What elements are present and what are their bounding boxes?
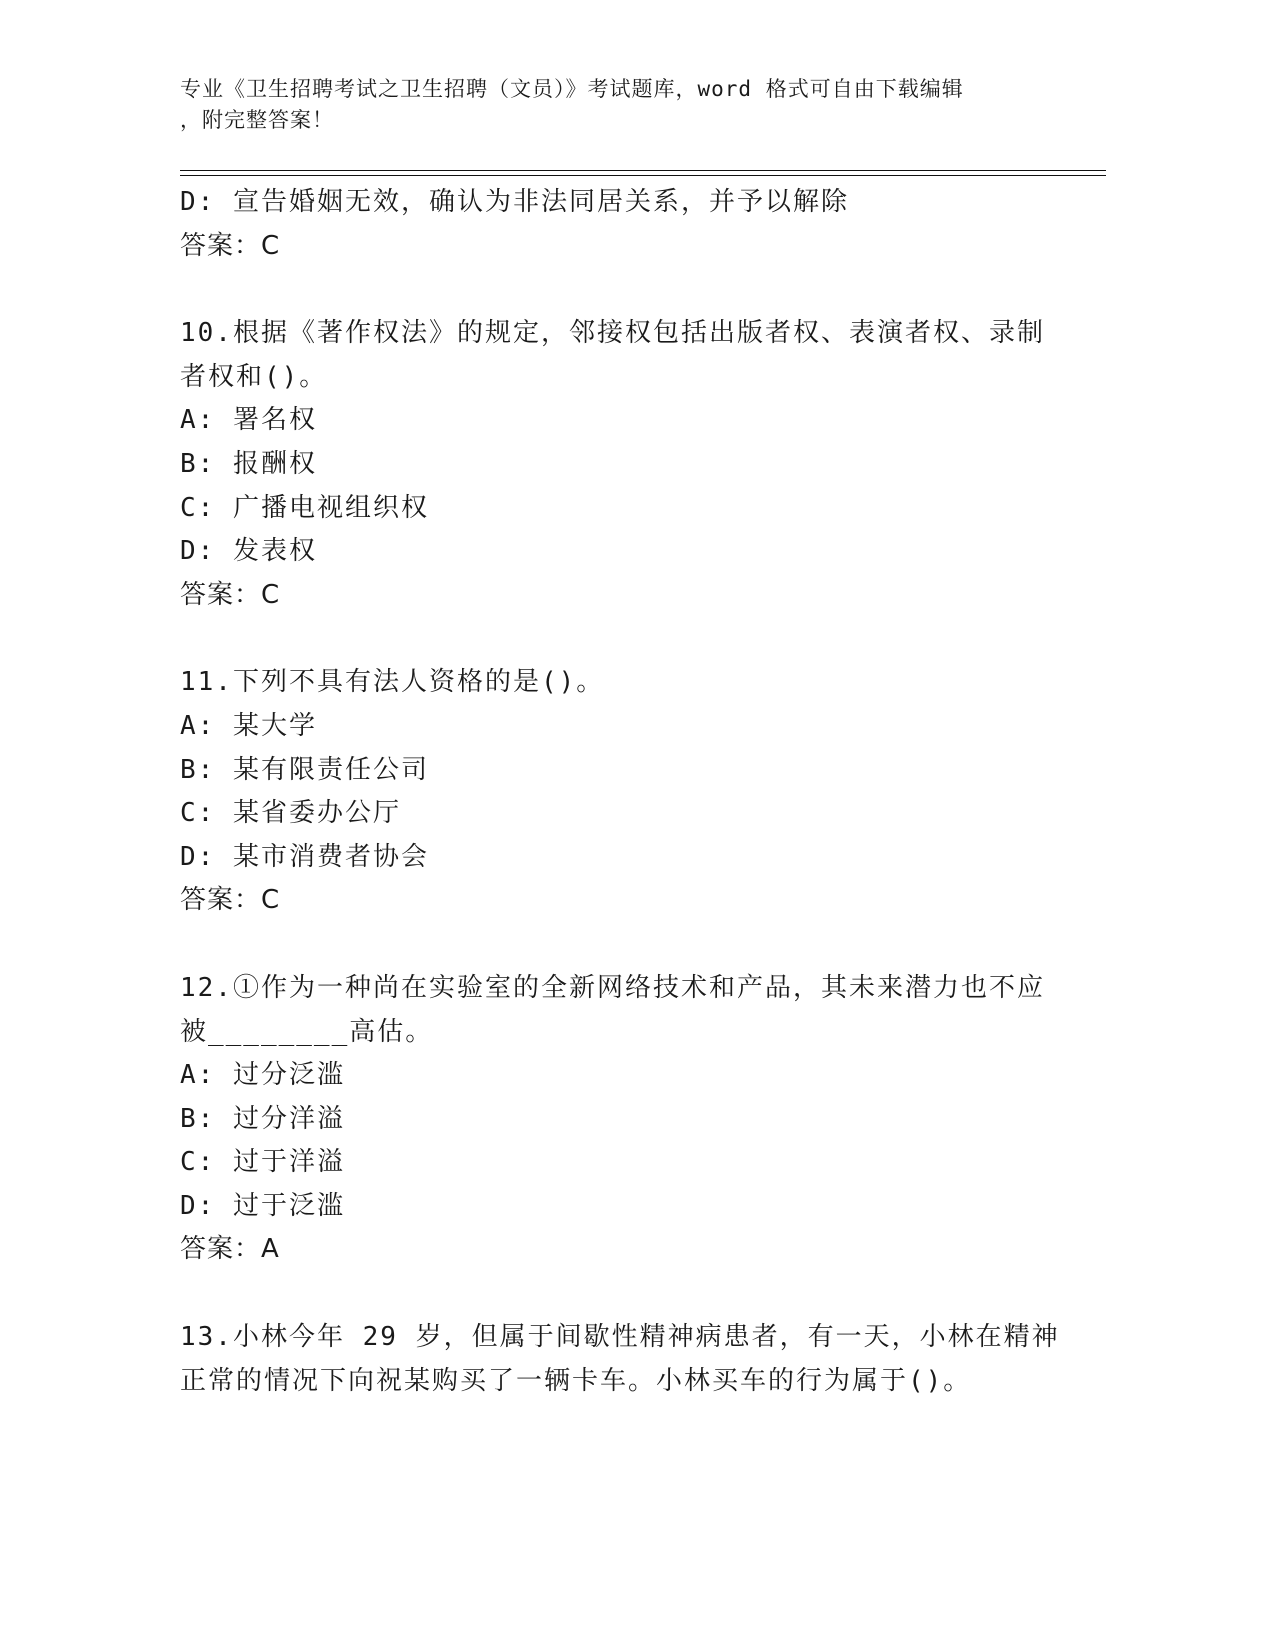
question-12 — [180, 967, 1080, 1272]
option-a: A: 某大学 — [180, 710, 317, 741]
question-list — [180, 181, 1080, 1403]
question-stem: 13.小林今年 29 岁，但属于间歇性精神病患者，有一天，小林在精神 — [180, 1322, 1060, 1353]
option-b: B: 某有限责任公司 — [180, 754, 429, 785]
answer-line: 答案：C — [180, 579, 281, 610]
question-13 — [180, 1316, 1080, 1403]
answer-line: 答案：C — [180, 885, 281, 916]
header-divider-bottom — [180, 175, 1106, 176]
header-divider-top — [180, 170, 1106, 171]
answer-line: 答案：A — [180, 1234, 280, 1265]
question-10 — [180, 312, 1080, 617]
question-stem: 10.根据《著作权法》的规定，邻接权包括出版者权、表演者权、录制 — [180, 318, 1045, 349]
question-11 — [180, 661, 1080, 923]
header-line-2: ，附完整答案！ — [180, 108, 334, 132]
option-a: A: 署名权 — [180, 405, 317, 436]
option-c: C: 过于洋溢 — [180, 1147, 345, 1178]
question-stem-continued: 被________高估。 — [180, 1016, 434, 1047]
option-d: D: 某市消费者协会 — [180, 841, 429, 872]
header-line-1: 专业《卫生招聘考试之卫生招聘（文员）》考试题库，word 格式可自由下载编辑 — [180, 77, 964, 101]
answer-line: 答案：C — [180, 230, 281, 261]
question-stem-continued: 者权和()。 — [180, 361, 328, 392]
option-c: C: 某省委办公厅 — [180, 798, 401, 829]
question-stem-continued: 正常的情况下向祝某购买了一辆卡车。小林买车的行为属于()。 — [180, 1365, 972, 1396]
option-d: D: 发表权 — [180, 536, 317, 567]
option-b: B: 过分洋溢 — [180, 1103, 345, 1134]
option-d: D: 过于泛滥 — [180, 1190, 345, 1221]
option-b: B: 报酬权 — [180, 448, 317, 479]
question-stem: 11.下列不具有法人资格的是()。 — [180, 667, 605, 698]
question-stem: 12.①作为一种尚在实验室的全新网络技术和产品，其未来潜力也不应 — [180, 972, 1045, 1003]
option-d: D: 宣告婚姻无效，确认为非法同居关系，并予以解除 — [180, 187, 849, 217]
option-a: A: 过分泛滥 — [180, 1060, 345, 1091]
document-header — [180, 74, 1040, 136]
option-c: C: 广播电视组织权 — [180, 492, 429, 523]
